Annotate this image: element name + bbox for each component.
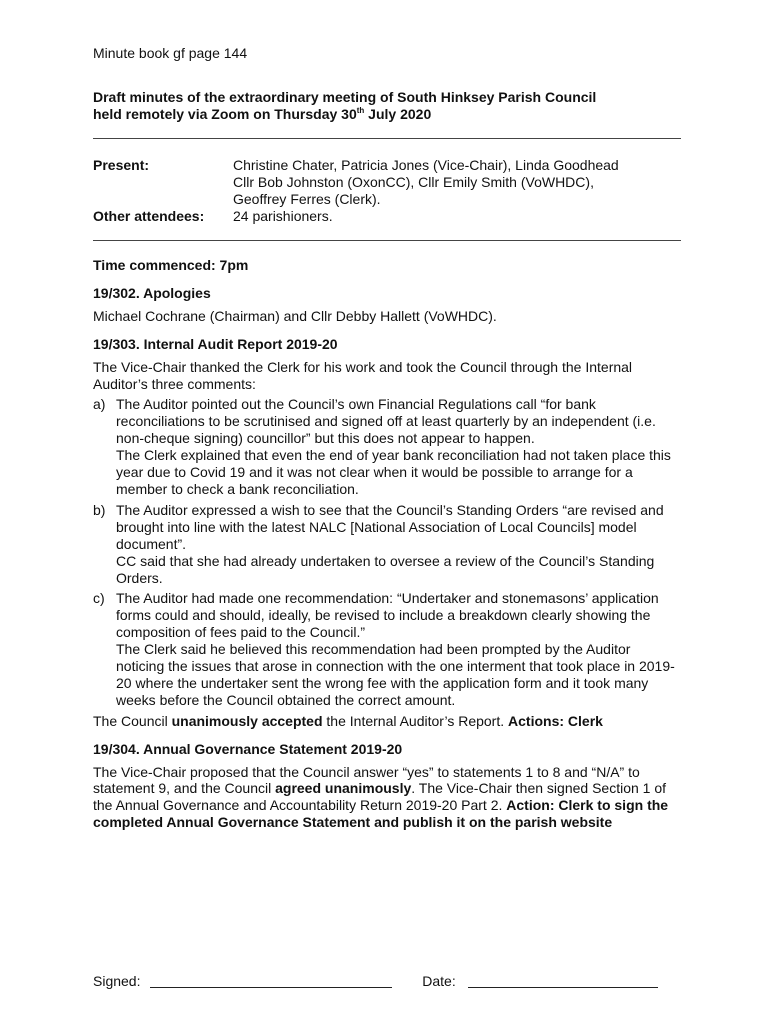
title-date-text: held remotely via Zoom on Thursday 30 [93,106,357,122]
present-list [233,157,681,208]
document-title [93,89,681,123]
present-label: Present: [93,157,150,173]
page-reference: Minute book gf page 144 [93,45,248,61]
title-line-2 [93,106,681,123]
list-item-text [116,396,681,497]
governance-heading: 19/304. Annual Governance Statement 2019-20 [93,740,403,757]
audit-intro: The Vice-Chair thanked the Clerk for his work and took the Council through the Internal Auditor’s three comments: [93,358,633,392]
resolution-text: The Council [93,712,172,729]
list-marker: c) [93,590,105,607]
item-paragraph: CC said that she had already undertaken to oversee a review of the Council’s Standing Orders. [116,552,655,586]
list-item [93,590,681,708]
audit-comments-list [93,396,681,708]
item-paragraph: The Auditor had made one recommendation: “Undertaker and stonemasons’ application forms could and should, ideally, be revised to include a breakdown clearly showing the composition of fees paid to the Council.” [116,590,659,641]
resolution-decision: unanimously accepted [171,712,323,729]
signature-line [150,973,392,988]
apologies-heading: 19/302. Apologies [93,284,211,301]
time-commenced: Time commenced: 7pm [93,257,249,273]
attendance-block [93,157,681,225]
signed-label: Signed: [93,973,141,989]
other-attendees-label: Other attendees: [93,208,205,224]
present-line: Geoffrey Ferres (Clerk). [233,191,381,207]
governance-decision: agreed unanimously [275,780,412,797]
audit-heading: 19/303. Internal Audit Report 2019-20 [93,335,338,352]
title-line-1: Draft minutes of the extraordinary meeting of South Hinksey Parish Council [93,89,597,105]
list-marker: a) [93,396,106,413]
list-item-text [116,502,681,587]
resolution-text: the Internal Auditor’s Report. [322,712,509,729]
list-item-text [116,590,681,708]
signature-row [93,973,681,989]
title-date-suffix: th [356,106,365,115]
audit-resolution [93,713,681,730]
item-paragraph: The Clerk explained that even the end of year bank reconciliation had not taken place this year due to Covid 19 and it was not clear when it would be possible to arrange for a member to check a bank reconciliation. [116,447,671,497]
minutes-body [93,257,681,831]
apologies-text: Michael Cochrane (Chairman) and Cllr Debby Hallett (VoWHDC). [93,307,497,324]
list-item [93,502,681,587]
list-item [93,396,681,497]
date-line [468,973,658,988]
resolution-action: Actions: Clerk [508,712,603,729]
governance-text [93,764,681,832]
date-label: Date: [422,973,456,989]
present-line: Christine Chater, Patricia Jones (Vice-Chair), Linda Goodhead [233,157,619,173]
present-line: Cllr Bob Johnston (OxonCC), Cllr Emily Smith (VoWHDC), [233,174,594,190]
other-attendees-value: 24 parishioners. [233,208,333,224]
governance-text-part: The Vice-Chair proposed that the Council answer “yes” to statements 1 to 8 and “N/A” to statement 9, and the Council [93,763,640,797]
divider-top [93,138,681,139]
item-paragraph: The Auditor expressed a wish to see that the Council’s Standing Orders “are revised and brought into line with the latest NALC [National Association of Local Councils] model document”. [116,501,664,552]
item-paragraph: The Auditor pointed out the Council’s own Financial Regulations call “for bank reconciliations to be scrutinised and signed off at least quarterly by an independent (i.e. non-cheque signing) councillor” but this does not appear to happen. [116,396,656,447]
governance-action: Action: Clerk to sign the completed Annual Governance Statement and publish it on the parish website [93,797,669,831]
item-paragraph: The Clerk said he believed this recommendation had been prompted by the Auditor noticing the issues that arose in connection with the one interment that took place in 2019-20 where the undertaker sent the wrong fee with the application form and it took many weeks before the Council obtained the correct amount. [116,641,675,708]
governance-text-part: . The Vice-Chair then signed Section 1 of the Annual Governance and Accountability Return 2019-20 Part 2. [93,780,667,814]
title-date-month: July 2020 [364,106,432,122]
list-marker: b) [93,501,106,518]
divider-bottom [93,240,681,241]
